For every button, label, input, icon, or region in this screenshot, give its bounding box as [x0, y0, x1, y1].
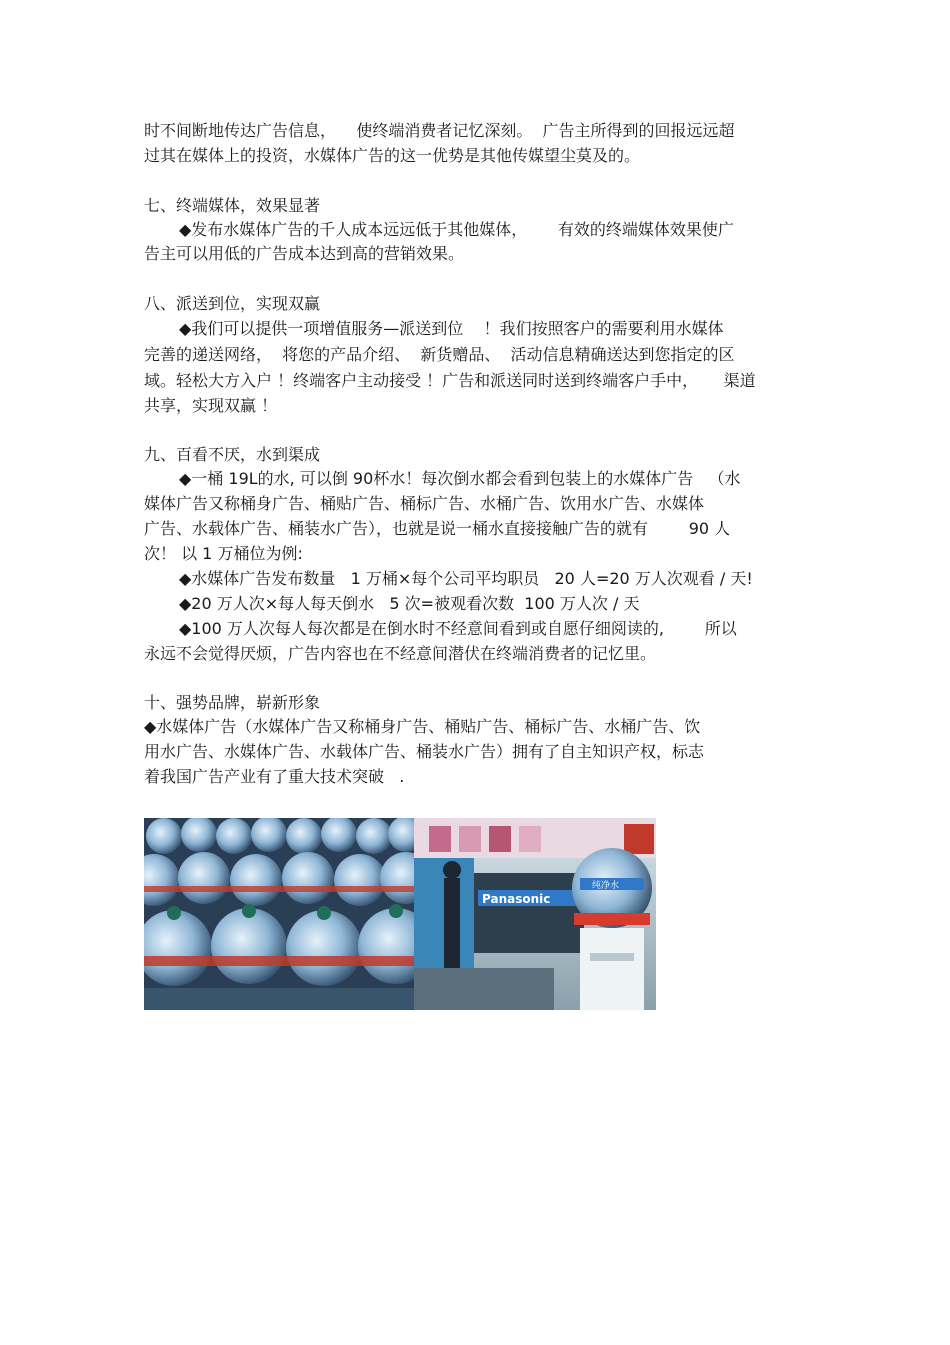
water-bucket-photo: [144, 818, 656, 1010]
paragraph-line: 共享，实现双赢 ！: [144, 396, 278, 415]
person-silhouette: [444, 878, 460, 968]
bottle-label: 纯净水: [592, 881, 620, 891]
section-heading: 八、派送到位，实现双赢: [144, 294, 321, 313]
paragraph-line: ◆水媒体广告发布数量 1 万桶×每个公司平均职员 20 人=20 万人次观看 / 天!: [179, 569, 753, 588]
water-dispenser: [580, 928, 644, 1010]
paragraph-line: 域。轻松大方入户 ！终端客户主动接受 ！广告和派送同时送到终端客户手中， 渠道: [144, 371, 756, 390]
paragraph-line: ◆一桶 19L的水, 可以倒 90杯水！每次倒水都会看到包装上的水媒体广告 （水: [179, 469, 741, 488]
paragraph-line: 永远不会觉得厌烦，广告内容也在不经意间潜伏在终端消费者的记忆里。: [144, 644, 657, 663]
intro-line: 过其在媒体上的投资，水媒体广告的这一优势是其他传媒望尘莫及的。: [144, 146, 641, 165]
intro-line: 时不间断地传达广告信息， 使终端消费者记忆深刻。 广告主所得到的回报远远超: [144, 121, 735, 140]
paragraph-line: ◆100 万人次每人每次都是在倒水时不经意间看到或自愿仔细阅读的, 所以: [179, 619, 737, 638]
paragraph-line: 告主可以用低的广告成本达到高的营销效果。: [144, 244, 465, 263]
paragraph-line: 完善的递送网络， 将您的产品介绍、 新货赠品、 活动信息精确送达到您指定的区: [144, 345, 735, 364]
paragraph-line: 媒体广告又称桶身广告、桶贴广告、桶标广告、水桶广告、饮用水广告、水媒体: [144, 494, 705, 513]
paragraph-line: 广告、水载体广告、桶装水广告），也就是说一桶水直接接触广告的就有 90 人: [144, 519, 731, 538]
paragraph-line: ◆水媒体广告（水媒体广告又称桶身广告、桶贴广告、桶标广告、水桶广告、饮: [144, 717, 701, 736]
panasonic-sign: Panasonic: [482, 892, 551, 906]
paragraph-line: ◆20 万人次×每人每天倒水 5 次=被观看次数 100 万人次 / 天: [179, 594, 640, 613]
paragraph-line: 用水广告、水媒体广告、水载体广告、桶装水广告）拥有了自主知识产权，标志: [144, 742, 705, 761]
section-heading: 七、终端媒体，效果显著: [144, 196, 321, 215]
section-heading: 十、强势品牌，崭新形象: [144, 693, 321, 712]
paragraph-line: ◆我们可以提供一项增值服务—派送到位 ！我们按照客户的需要利用水媒体: [179, 319, 724, 338]
paragraph-line: 次！ 以 1 万桶位为例:: [144, 544, 303, 563]
section-heading: 九、百看不厌，水到渠成: [144, 445, 321, 464]
paragraph-line: ◆发布水媒体广告的千人成本远远低于其他媒体， 有效的终端媒体效果使广: [179, 220, 734, 239]
photo-illustration: [144, 818, 656, 1010]
paragraph-line: 着我国广告产业有了重大技术突破 .: [144, 767, 405, 786]
